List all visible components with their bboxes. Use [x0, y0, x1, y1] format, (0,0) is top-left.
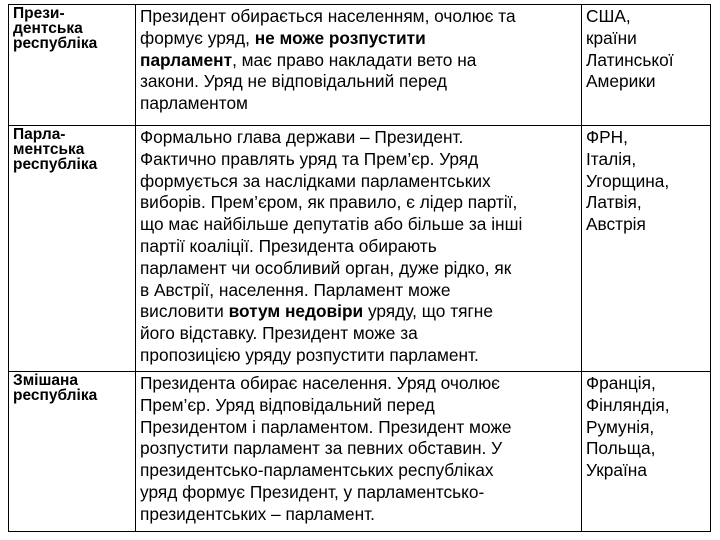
example-country: Україна [586, 460, 647, 481]
desc-line [140, 28, 577, 50]
desc-line [140, 50, 577, 72]
desc-text: , має право накладати вето на [232, 49, 477, 70]
table-row [9, 126, 711, 372]
type-line: республіка [13, 156, 98, 173]
example-country: США, [586, 6, 631, 26]
desc-line: формується за наслідками парламентських [140, 170, 491, 191]
desc-line: партії коаліції. Президента обирають [140, 235, 437, 256]
desc-line: Президента обирає населення. Уряд очолює [140, 373, 500, 393]
type-line: Прези- [13, 5, 65, 22]
example-country: ФРН, [586, 127, 628, 147]
examples-cell [582, 126, 711, 372]
desc-line: розпустити парламент за певних обставин. У [140, 438, 503, 459]
desc-line: що має найбільше депутатів або більше за інші [140, 214, 523, 235]
example-country: Латвія, [586, 192, 642, 213]
republic-type-cell [9, 5, 136, 126]
example-country: Америки [586, 71, 656, 92]
republic-type-cell [9, 126, 136, 372]
desc-line: пропозицією уряду розпустити парламент. [140, 344, 479, 365]
type-line: ментська [13, 141, 85, 158]
desc-line: в Австрії, населення. Парламент може [140, 279, 451, 300]
desc-line: Прем’єр. Уряд відповідальний перед [140, 394, 435, 415]
table-row [9, 5, 711, 126]
table-row [9, 372, 711, 532]
type-line: Парла- [13, 126, 66, 143]
example-country: Австрія [586, 214, 646, 235]
description-cell [136, 5, 582, 126]
example-country: Латинської [586, 49, 674, 70]
example-country: Франція, [586, 373, 656, 393]
desc-line: закони. Уряд не відповідальний перед [140, 71, 447, 92]
desc-line [140, 301, 577, 323]
desc-line: виборів. Прем’єром, як правило, є лідер партії, [140, 192, 518, 213]
examples-cell [582, 5, 711, 126]
type-line: республіка [13, 35, 98, 52]
desc-bold-text: парламент [140, 49, 233, 70]
desc-bold-text: вотум недовіри [228, 301, 364, 322]
desc-text: уряду, що тягне [363, 301, 493, 322]
desc-line: Президент обирається населенням, очолює та [140, 6, 516, 26]
example-country: країни [586, 27, 637, 48]
type-line: республіка [13, 387, 98, 404]
example-country: Польща, [586, 438, 656, 459]
examples-cell [582, 372, 711, 532]
example-country: Угорщина, [586, 170, 670, 191]
republic-type-cell [9, 372, 136, 532]
desc-line: його відставку. Президент може за [140, 323, 418, 344]
example-country: Румунія, [586, 416, 655, 437]
desc-text: формує уряд, [140, 27, 255, 48]
desc-line: Президентом і парламентом. Президент може [140, 416, 512, 437]
description-cell [136, 372, 582, 532]
desc-line: Формально глава держави – Президент. [140, 127, 464, 147]
desc-line: уряд формує Президент, у парламентсько- [140, 481, 485, 502]
type-line: Змішана [13, 372, 79, 389]
desc-bold-text: не може розпустити [254, 27, 426, 48]
desc-line: парламентом [140, 93, 248, 114]
desc-line: президентських – парламент. [140, 503, 375, 524]
example-country: Італія, [586, 148, 637, 169]
desc-line: президентсько-парламентських республіках [140, 460, 494, 481]
example-country: Фінляндія, [586, 394, 670, 415]
desc-line: Фактично правлять уряд та Прем’єр. Уряд [140, 148, 479, 169]
government-forms-table [8, 4, 711, 532]
desc-text: висловити [140, 301, 229, 322]
type-line: дентська [13, 20, 83, 37]
description-cell [136, 126, 582, 372]
desc-line: парламент чи особливий орган, дуже рідко, як [140, 257, 512, 278]
